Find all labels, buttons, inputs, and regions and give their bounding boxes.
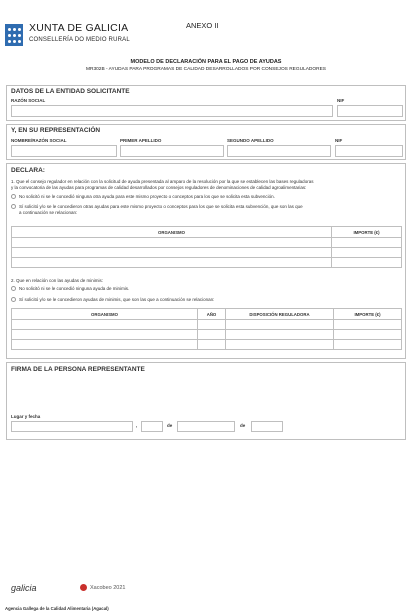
table-row xyxy=(12,330,402,340)
option-other-aid-label-line1: Sí solicitó y/o se le concedieron otras ayudas para este mismo proyecto o conceptos para los que se solicita esta subvención, que son las que xyxy=(19,204,303,209)
minimis-aid-table xyxy=(11,308,402,350)
table-header-organismo: ORGANISMO xyxy=(12,227,332,238)
nif-label: NIF xyxy=(337,98,345,103)
option-other-aid-label-line2: a continuación se relacionan: xyxy=(19,210,78,215)
option-no-aid-radio[interactable] xyxy=(11,194,16,199)
applicant-heading: DATOS DE LA ENTIDAD SOLICITANTE xyxy=(11,88,130,95)
rep-nif-label: NIF xyxy=(335,138,343,143)
de-separator-2: de xyxy=(240,423,246,428)
rep-surname2-field[interactable] xyxy=(227,145,331,157)
comma-separator: , xyxy=(136,423,138,428)
company-name-label: RAZÓN SOCIAL xyxy=(11,98,46,103)
table-header-ano: AÑO xyxy=(198,309,226,320)
declaration-item1-line2: y la convocatoria de las ayudas para programas de calidad desarrollados por consejos reguladores de denominaciones de calidad agroalimentarias: xyxy=(11,185,307,190)
option-minimis-label: Sí solicitó y/o se le concedieron ayudas de minimis, que son las que a continuación se relacionan: xyxy=(19,297,215,302)
table-row xyxy=(12,258,402,268)
galicia-logo: galicia xyxy=(11,583,37,593)
signature-heading: FIRMA DE LA PERSONA REPRESENTANTE xyxy=(11,366,145,373)
company-name-field[interactable] xyxy=(11,105,333,117)
place-date-label: Lugar y fecha xyxy=(11,414,41,419)
option-minimis-radio[interactable] xyxy=(11,297,16,302)
annex-label: ANEXO II xyxy=(186,21,219,30)
option-no-aid-label: No solicitó ni se le concedió ninguna otra ayuda para este mismo proyecto o conceptos para los que se solicita esta subvención. xyxy=(19,194,275,199)
year-field[interactable] xyxy=(251,421,283,432)
declaration-item2: 2. Que en relación con las ayudas de minimis: xyxy=(11,278,104,283)
month-field[interactable] xyxy=(177,421,235,432)
table-header-disposicion: DISPOSICIÓN REGULADORA xyxy=(226,309,334,320)
rep-surname2-label: SEGUNDO APELLIDO xyxy=(227,138,274,143)
day-field[interactable] xyxy=(141,421,163,432)
option-other-aid-radio[interactable] xyxy=(11,204,16,209)
table-header-importe: IMPORTE (€) xyxy=(334,309,402,320)
option-no-minimis-radio[interactable] xyxy=(11,286,16,291)
table-header-organismo: ORGANISMO xyxy=(12,309,198,320)
table-row xyxy=(12,340,402,350)
declaration-heading: DECLARA: xyxy=(11,167,45,174)
rep-surname1-field[interactable] xyxy=(120,145,224,157)
xacobeo-logo: Xacobeo 2021 xyxy=(90,585,126,591)
department-name: CONSELLERÍA DO MEDIO RURAL xyxy=(29,37,130,43)
table-row xyxy=(12,248,402,258)
form-title: MODELO DE DECLARACIÓN PARA EL PAGO DE AYUDAS xyxy=(130,59,282,65)
applicant-section xyxy=(6,85,406,121)
option-no-minimis-label: No solicitó ni se le concedió ninguna ayuda de minimis. xyxy=(19,286,130,291)
other-aid-table xyxy=(11,226,402,268)
agency-name: Agencia Gallega de la Calidad Alimentaria (Agacal) xyxy=(5,606,109,611)
form-subtitle: MR302B - AYUDAS PARA PROGRAMAS DE CALIDAD DESARROLLADOS POR CONSEJOS REGULADORES xyxy=(86,67,326,72)
representative-section xyxy=(6,124,406,160)
applicant-nif-field[interactable] xyxy=(337,105,403,117)
rep-name-field[interactable] xyxy=(11,145,117,157)
table-row xyxy=(12,238,402,248)
de-separator-1: de xyxy=(167,423,173,428)
place-field[interactable] xyxy=(11,421,133,432)
signature-section xyxy=(6,362,406,440)
declaration-section xyxy=(6,163,406,359)
table-header-importe: IMPORTE (€) xyxy=(332,227,402,238)
table-row xyxy=(12,320,402,330)
xacobeo-icon xyxy=(80,584,87,591)
declaration-item1-line1: 1. Que el consejo regulador en relación con la solicitud de ayuda presentada al amparo de la resolución por la que se establecen las bases reguladoras xyxy=(11,179,314,184)
org-name: XUNTA DE GALICIA xyxy=(29,22,129,34)
rep-name-label: NOMBRE/RAZÓN SOCIAL xyxy=(11,138,67,143)
rep-nif-field[interactable] xyxy=(335,145,403,157)
representative-heading: Y, EN SU REPRESENTACIÓN xyxy=(11,127,101,134)
xunta-logo-icon xyxy=(5,24,23,46)
rep-surname1-label: PRIMER APELLIDO xyxy=(120,138,162,143)
